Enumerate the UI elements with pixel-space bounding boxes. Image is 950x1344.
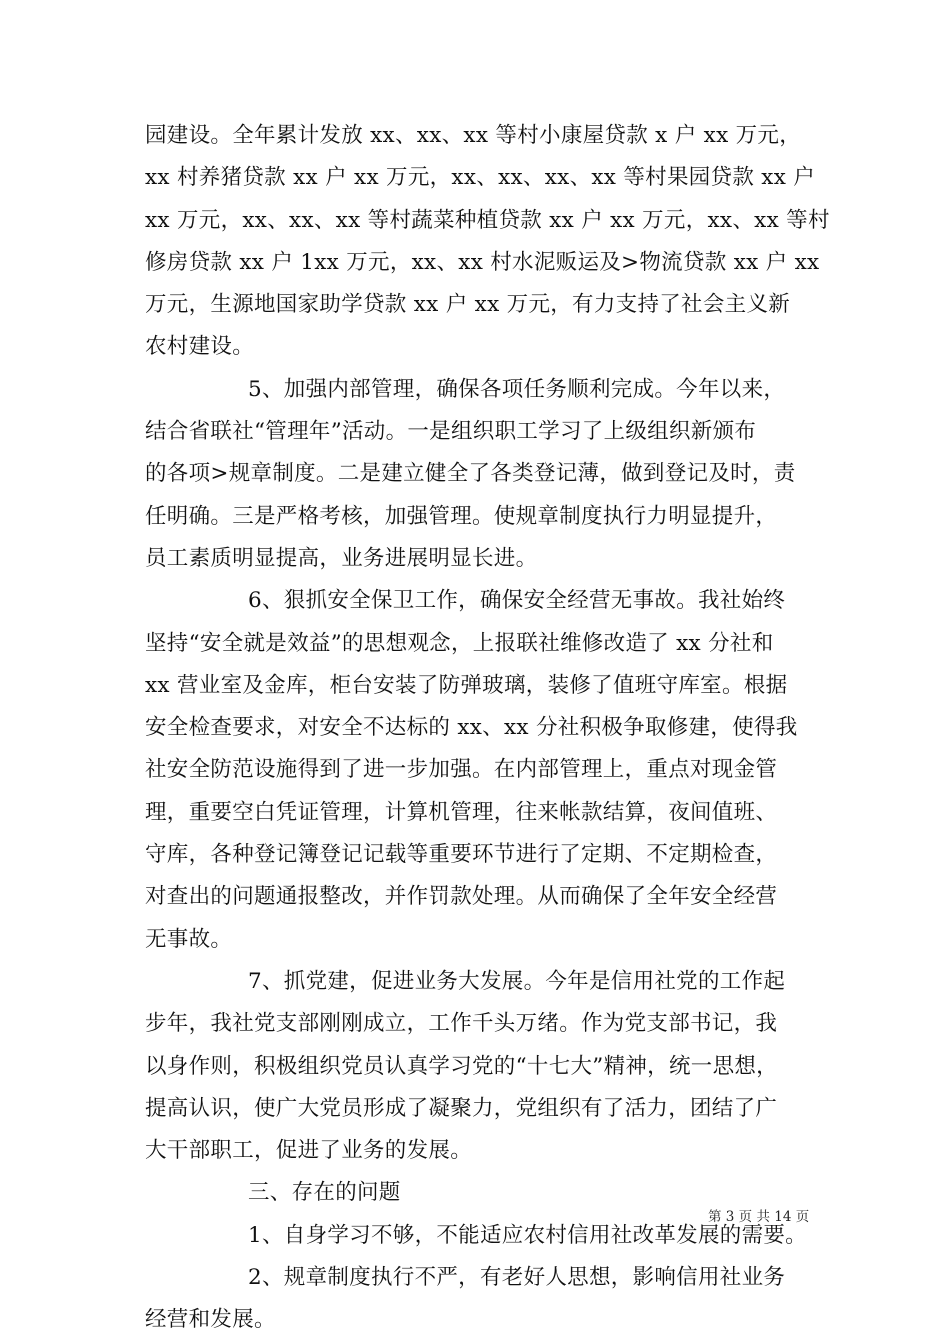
paragraph-start-line: 7、抓党建，促进业务大发展。今年是信用社党的工作起 <box>248 968 786 994</box>
document-body <box>145 115 835 1342</box>
paragraph-start-line: 1、自身学习不够，不能适应农村信用社改革发展的需要。 <box>248 1222 807 1248</box>
text-line: 安全检查要求，对安全不达标的 xx、xx 分社积极争取修建，使得我 <box>145 715 798 741</box>
text-line: 任明确。三是严格考核，加强管理。使规章制度执行力明显提升， <box>145 503 778 529</box>
text-line: 守库，各种登记簿登记记载等重要环节进行了定期、不定期检查， <box>145 842 778 868</box>
text-line: 步年，我社党支部刚刚成立，工作千头万绪。作为党支部书记，我 <box>145 1011 778 1037</box>
paragraph-start-line: 2、规章制度执行不严，有老好人思想，影响信用社业务 <box>248 1265 786 1291</box>
text-line: 理，重要空白凭证管理，计算机管理，往来帐款结算，夜间值班、 <box>145 799 778 825</box>
text-line: 万元，生源地国家助学贷款 xx 户 xx 万元，有力支持了社会主义新 <box>145 292 791 318</box>
text-line: 对查出的问题通报整改，并作罚款处理。从而确保了全年安全经营 <box>145 884 778 910</box>
text-line: 大干部职工，促进了业务的发展。 <box>145 1138 473 1164</box>
text-line: 园建设。全年累计发放 xx、xx、xx 等村小康屋贷款 x 户 xx 万元， <box>145 123 802 148</box>
section-heading: 三、存在的问题 <box>248 1180 401 1206</box>
paragraph-start-line: 5、加强内部管理，确保各项任务顺利完成。今年以来， <box>248 376 786 402</box>
text-line: xx 万元，xx、xx、xx 等村蔬菜种植贷款 xx 户 xx 万元，xx、xx 等村 <box>145 207 830 233</box>
page-number: 第 3 页 共 14 页 <box>708 1209 810 1225</box>
text-line: 提高认识，使广大党员形成了凝聚力，党组织有了活力，团结了广 <box>145 1095 778 1121</box>
text-line: 以身作则，积极组织党员认真学习党的“十七大”精神，统一思想， <box>145 1053 778 1079</box>
text-line: 无事故。 <box>145 926 233 952</box>
text-line: 社安全防范设施得到了进一步加强。在内部管理上，重点对现金管 <box>145 757 778 783</box>
text-line: 的各项>规章制度。二是建立健全了各类登记薄，做到登记及时，责 <box>145 461 796 487</box>
text-line: 农村建设。 <box>145 334 255 360</box>
paragraph-start-line: 6、狠抓安全保卫工作，确保安全经营无事故。我社始终 <box>248 588 786 614</box>
text-line: xx 营业室及金库，柜台安装了防弹玻璃，装修了值班守库室。根据 <box>145 672 788 698</box>
text-line: xx 村养猪贷款 xx 户 xx 万元，xx、xx、xx、xx 等村果园贷款 xx 户 <box>145 165 816 191</box>
text-line: 员工素质明显提高，业务进展明显长进。 <box>145 545 538 571</box>
text-line: 修房贷款 xx 户 1xx 万元，xx、xx 村水泥贩运及>物流贷款 xx 户 xx <box>145 249 820 275</box>
text-line: 坚持“安全就是效益”的思想观念，上报联社维修改造了 xx 分社和 <box>145 630 774 656</box>
text-line: 经营和发展。 <box>145 1307 276 1333</box>
text-line: 结合省联社“管理年”活动。一是组织职工学习了上级组织新颁布 <box>145 419 757 445</box>
